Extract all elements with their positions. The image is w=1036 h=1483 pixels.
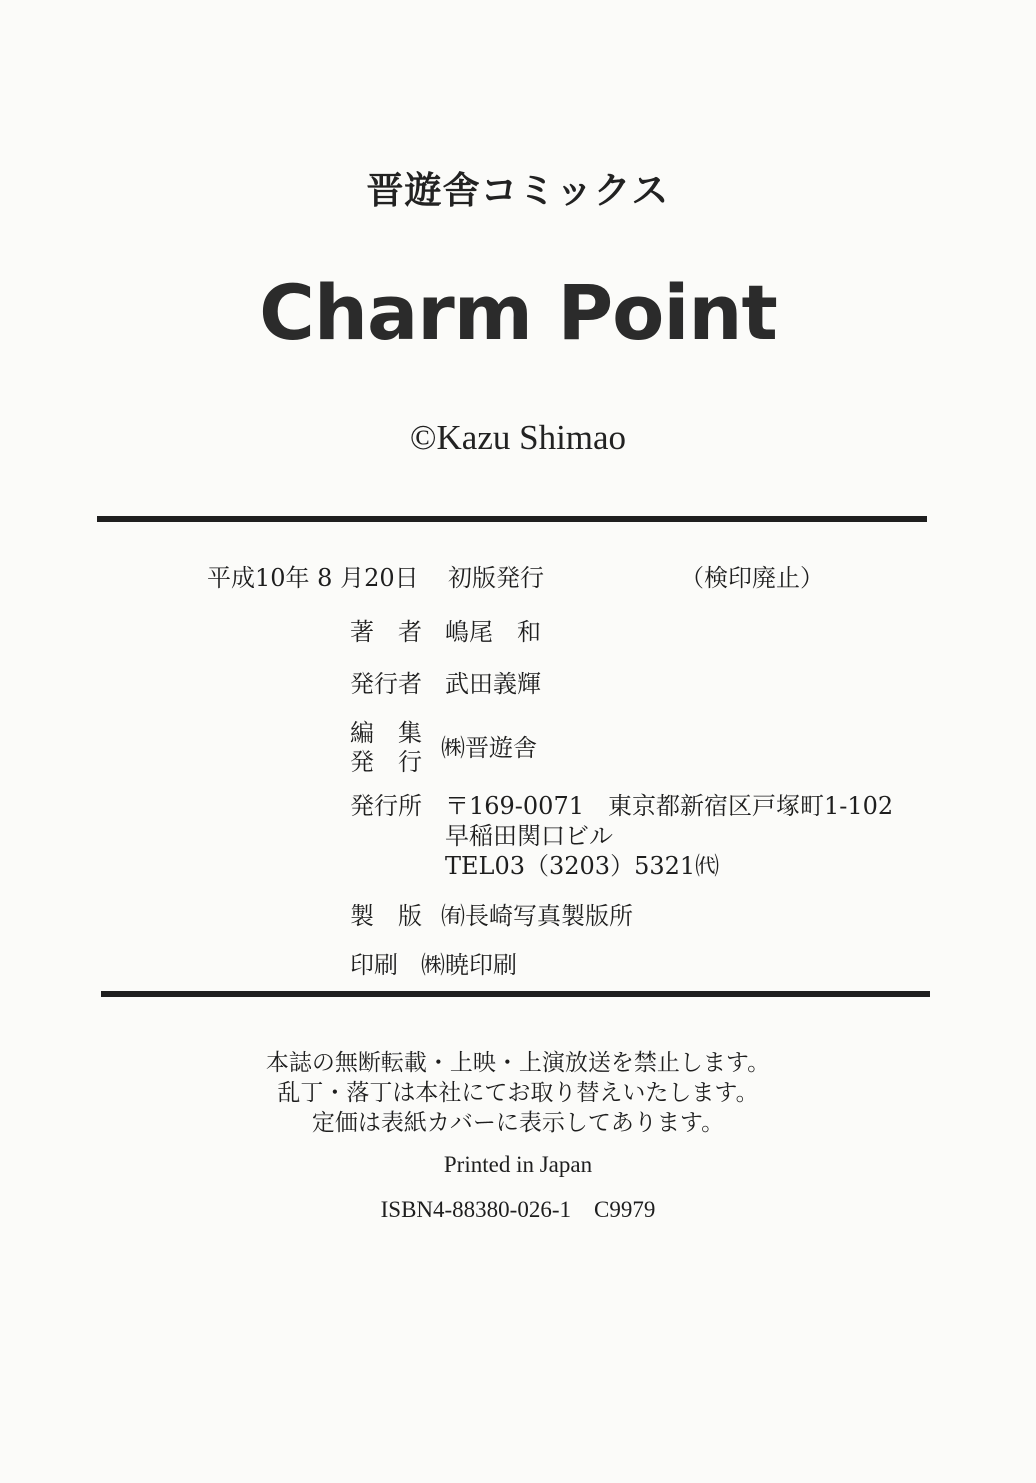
author-label: 著 者 xyxy=(350,618,422,646)
bottom-divider xyxy=(101,991,930,997)
edit-company: ㈱晋遊舎 xyxy=(441,734,537,762)
plate-company: ㈲長崎写真製版所 xyxy=(441,902,633,930)
office-label: 発行所 xyxy=(350,792,422,820)
plate-label: 製 版 xyxy=(350,902,422,930)
print-label: 印刷 xyxy=(350,951,398,979)
print-company: ㈱暁印刷 xyxy=(421,951,517,979)
publication-date: 平成10年 8 月20日 xyxy=(207,564,419,592)
price-notice: 定価は表紙カバーに表示してあります。 xyxy=(311,1110,725,1136)
publisher-label: 発行者 xyxy=(350,670,422,698)
book-title: Charm Point xyxy=(259,268,777,357)
isbn: ISBN4-88380-026-1 C9979 xyxy=(380,1197,656,1222)
office-building: 早稲田関口ビル xyxy=(445,822,613,850)
author-name: 嶋尾 和 xyxy=(445,618,541,646)
series-name: 晋遊舎コミックス xyxy=(366,169,670,212)
reproduction-notice: 本誌の無断転載・上映・上演放送を禁止します。 xyxy=(265,1050,771,1076)
publisher-name: 武田義輝 xyxy=(445,670,541,698)
office-phone: TEL03（3203）5321㈹ xyxy=(445,852,720,880)
defect-notice: 乱丁・落丁は本社にてお取り替えいたします。 xyxy=(277,1080,759,1106)
seal-note: （検印廃止） xyxy=(680,564,824,592)
copyright-notice: ©Kazu Shimao xyxy=(409,418,627,457)
edition-note: 初版発行 xyxy=(448,564,544,592)
edit-label: 編 集 xyxy=(350,719,422,747)
top-divider xyxy=(97,516,927,522)
printed-in: Printed in Japan xyxy=(443,1152,593,1177)
office-address: 〒169-0071 東京都新宿区戸塚町1-102 xyxy=(445,792,894,820)
issue-label: 発 行 xyxy=(350,748,422,776)
